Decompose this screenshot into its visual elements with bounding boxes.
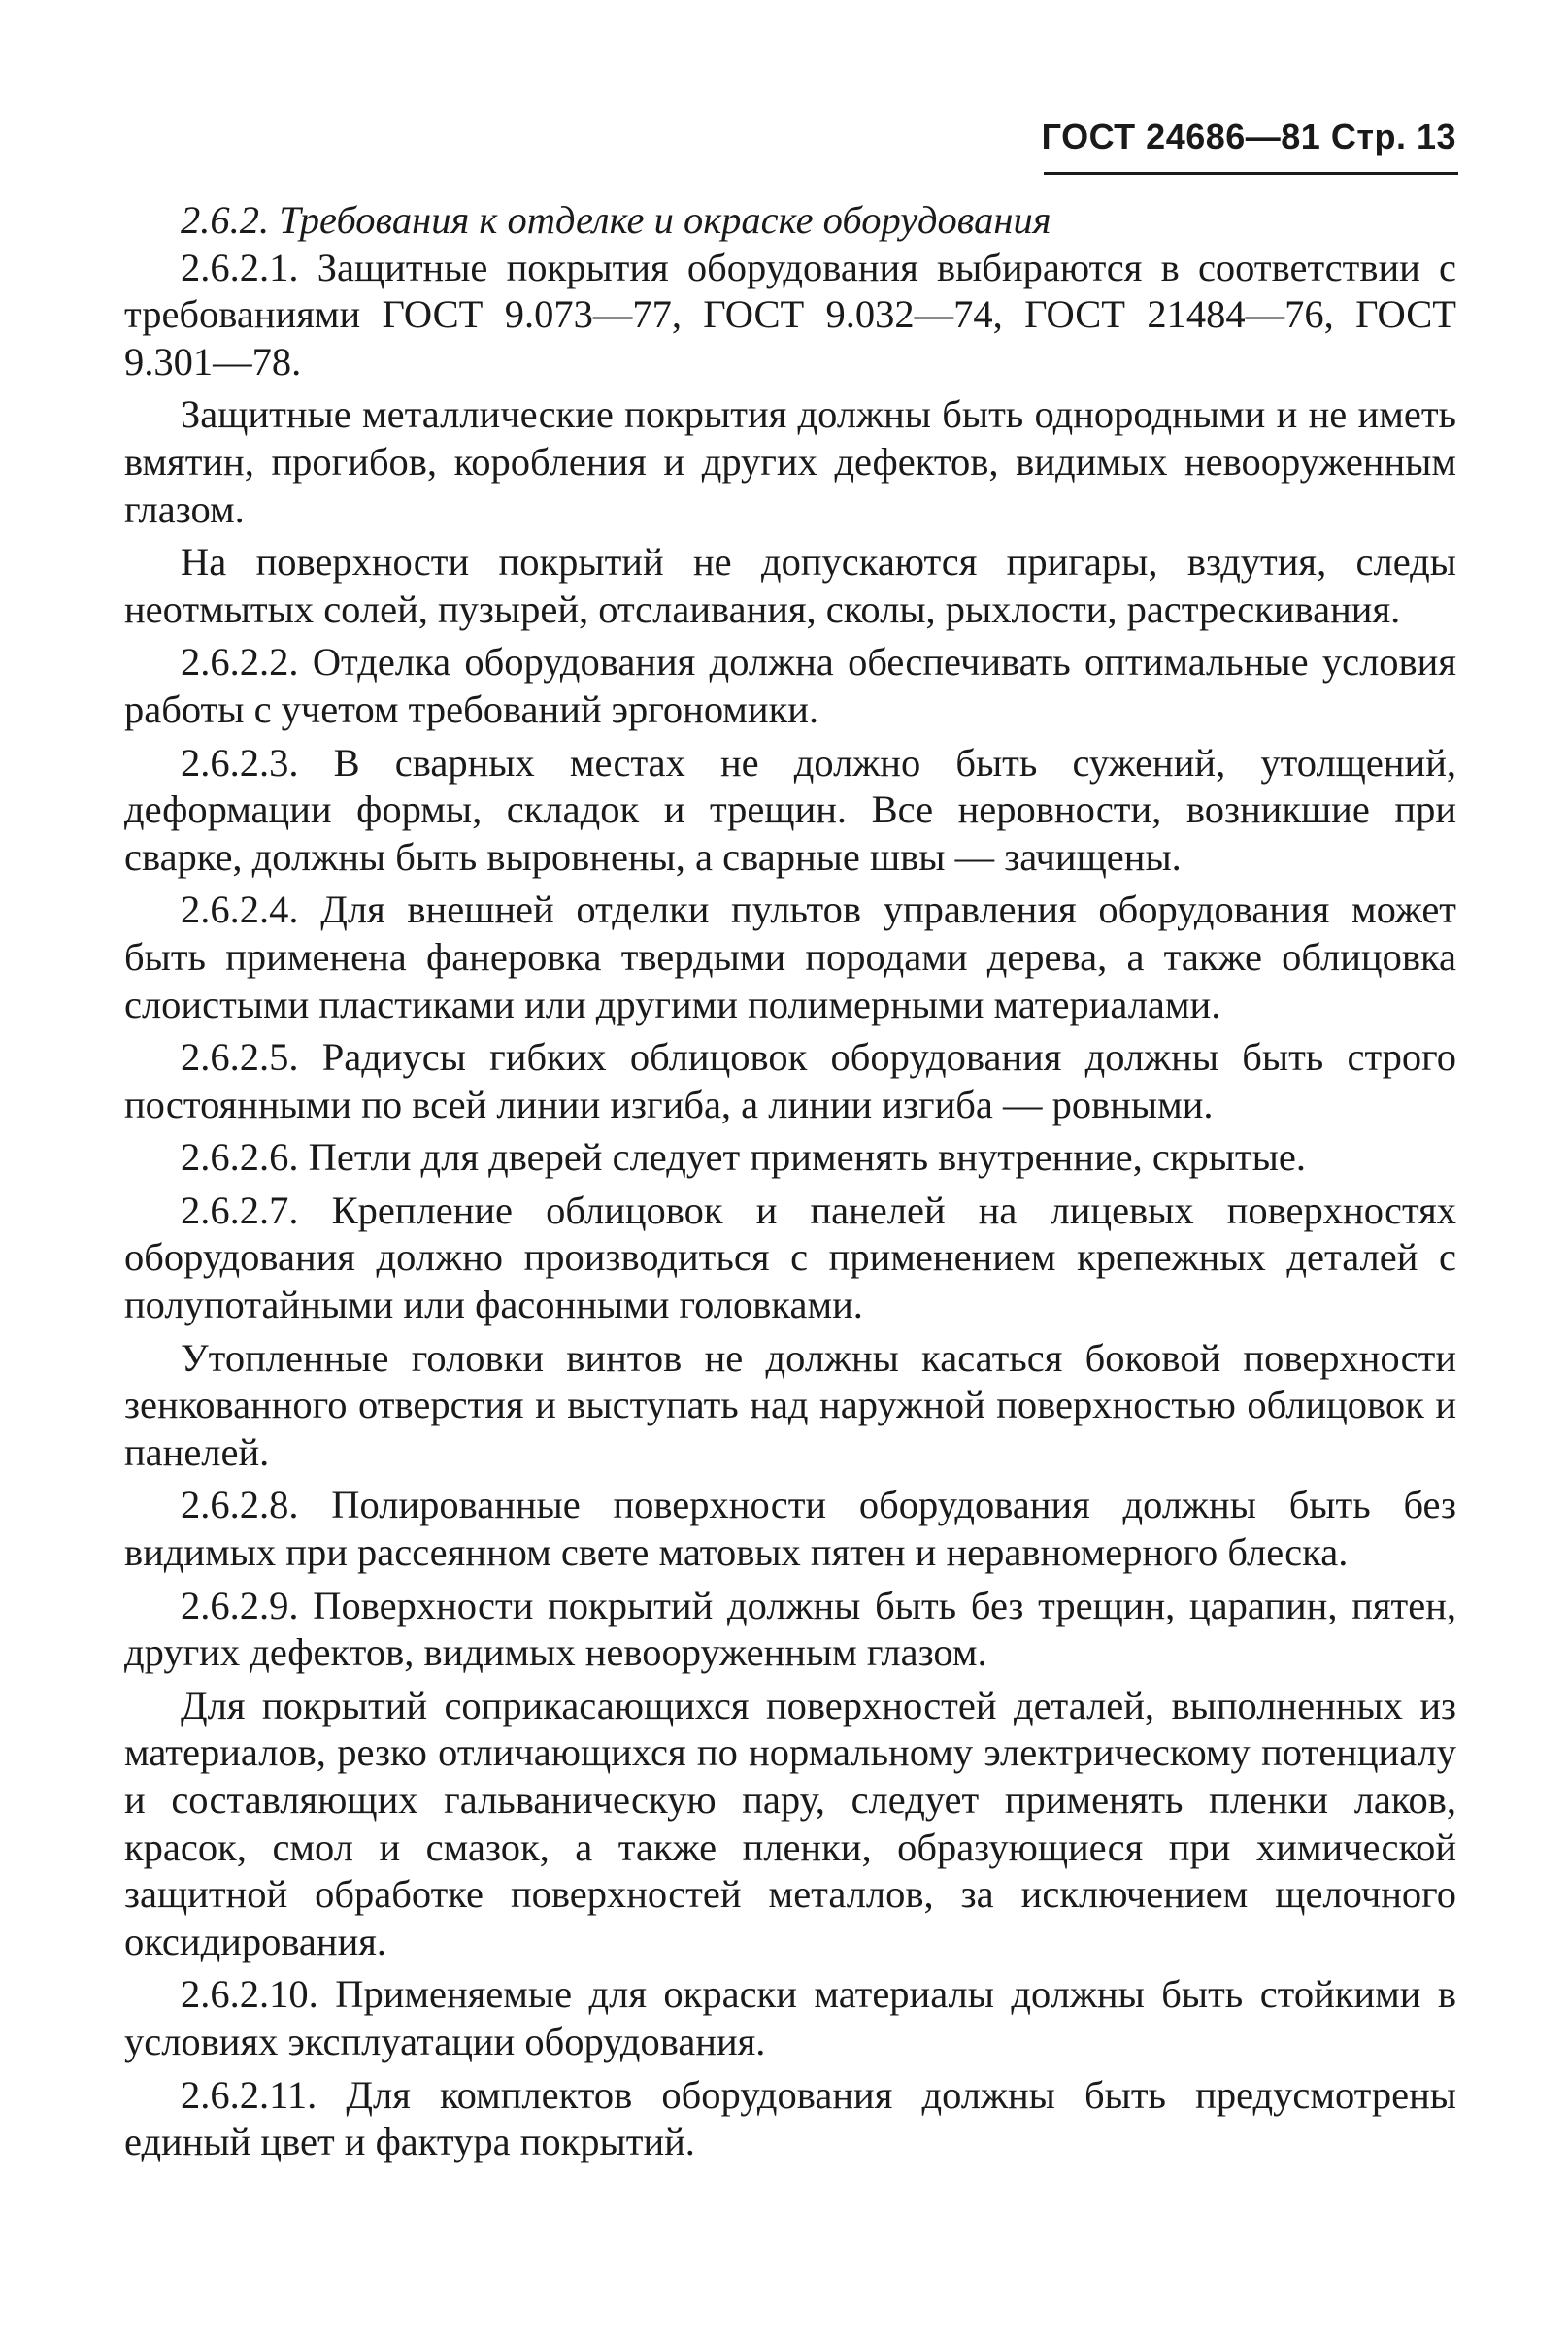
paragraph-screw-heads: Утопленные головки винтов не должны касаться боковой поверхности зенкованного отверстия и выступать над наружной поверхностью облицовок и панелей. (124, 1335, 1456, 1474)
paragraph-2-6-2-8: 2.6.2.8. Полированные поверхности оборудования должны быть без видимых при рассеянном свете матовых пятен и неравномерного блеска. (124, 1483, 1456, 1575)
header-rule (1044, 172, 1458, 175)
paragraph-2-6-2-1: 2.6.2.1. Защитные покрытия оборудования выбираются в соответствии с требованиями ГОСТ 9.073—77, ГОСТ 9.032—74, ГОСТ 21484—76, ГОСТ 9.301—78. (124, 245, 1456, 384)
paragraph-2-6-2-7: 2.6.2.7. Крепление облицовок и панелей на лицевых поверхностях оборудования должно производиться с применением крепежных деталей с полупотайными или фасонными головками. (124, 1188, 1456, 1327)
paragraph-2-6-2-11: 2.6.2.11. Для комплектов оборудования должны быть предусмотрены единый цвет и фактура покрытий. (124, 2072, 1456, 2164)
paragraph-2-6-2-10: 2.6.2.10. Применяемые для окраски материалы должны быть стойкими в условиях эксплуатации оборудования. (124, 1972, 1456, 2063)
paragraph-contact-surfaces: Для покрытий соприкасающихся поверхностей деталей, выполненных из материалов, резко отличающихся по нормальному электрическому потенциалу и составляющих гальваническую пару, следует применять пленки лаков, красок, смол и смазок, а также пленки, образующиеся при химической защитной обработке поверхностей металлов, за исключением щелочного оксидирования. (124, 1683, 1456, 1963)
document-body (124, 197, 1456, 2166)
page-header: ГОСТ 24686—81 Стр. 13 (1041, 117, 1456, 156)
paragraph-2-6-2-5: 2.6.2.5. Радиусы гибких облицовок оборудования должны быть строго постоянными по всей линии изгиба, а линии изгиба — ровными. (124, 1035, 1456, 1126)
paragraph-metal-coatings: Защитные металлические покрытия должны быть однородными и не иметь вмятин, прогибов, коробления и других дефектов, видимых невооруженным глазом. (124, 392, 1456, 531)
paragraph-2-6-2-9: 2.6.2.9. Поверхности покрытий должны быть без трещин, царапин, пятен, других дефектов, видимых невооруженным глазом. (124, 1583, 1456, 1675)
paragraph-2-6-2-4: 2.6.2.4. Для внешней отделки пультов управления оборудования может быть применена фанеровка твердыми породами дерева, а также облицовка слоистыми пластиками или другими полимерными материалами. (124, 887, 1456, 1026)
paragraph-2-6-2-2: 2.6.2.2. Отделка оборудования должна обеспечивать оптимальные условия работы с учетом требований эргономики. (124, 640, 1456, 731)
paragraph-2-6-2-6: 2.6.2.6. Петли для дверей следует применять внутренние, скрытые. (181, 1135, 1306, 1180)
paragraph-2-6-2-3: 2.6.2.3. В сварных местах не должно быть сужений, утолщений, деформации формы, складок и трещин. Все неровности, возникшие при сварке, должны быть выровнены, а сварные швы — зачищены. (124, 740, 1456, 879)
section-title: 2.6.2. Требования к отделке и окраске оборудования (181, 198, 1051, 242)
paragraph-surface-defects: На поверхности покрытий не допускаются пригары, вздутия, следы неотмытых солей, пузырей, отслаивания, сколы, рыхлости, растрескивания. (124, 540, 1456, 631)
